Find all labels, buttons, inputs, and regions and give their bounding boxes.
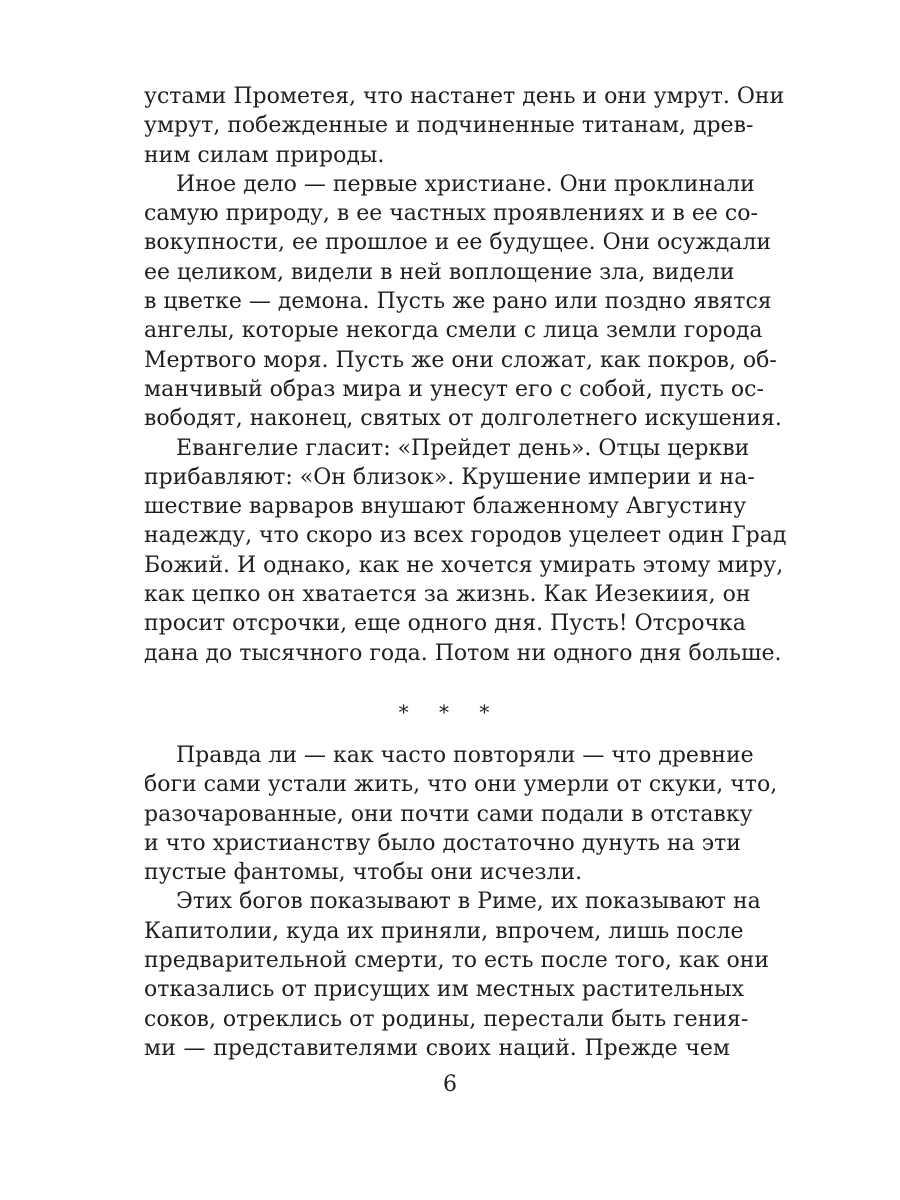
text-line: просит отсрочки, еще одного дня. Пусть! Отсрочка: [144, 611, 746, 637]
text-line: Иное дело — первые христиане. Они проклинали: [176, 171, 755, 197]
text-line: устами Прометея, что настанет день и они умрут. Они: [144, 84, 785, 109]
text-line: отказались от присущих им местных растительных: [144, 977, 744, 1003]
text-line: предварительной смерти, то есть после того, как они: [144, 948, 770, 974]
text-line: ее целиком, видели в ней воплощение зла, видели: [144, 259, 735, 285]
text-line: как цепко он хватается за жизнь. Как Иезекиия, он: [144, 582, 751, 608]
text-line: пустые фантомы, чтобы они исчезли.: [144, 860, 583, 886]
text-line: шествие варваров внушают блаженному Августину: [144, 494, 747, 520]
text-line: Капитолии, куда их приняли, впрочем, лишь после: [144, 918, 744, 944]
text-line: вокупности, ее прошлое и ее будущее. Они осуждали: [144, 230, 771, 256]
text-line: дана до тысячного года. Потом ни одного дня больше.: [144, 640, 782, 666]
text-line: манчивый образ мира и унесут его с собой, пусть ос-: [144, 376, 764, 402]
text-line: Мертвого моря. Пусть же они сложат, как покров, об-: [144, 347, 777, 373]
text-line: соков, отреклись от родины, перестали быть гения-: [144, 1006, 749, 1032]
text-line: Евангелие гласит: «Прейдет день». Отцы церкви: [176, 435, 750, 461]
text-line: ним силам природы.: [144, 142, 385, 168]
section-separator: * * *: [398, 700, 502, 724]
text-line: надежду, что скоро из всех городов уцелеет один Град: [144, 523, 787, 549]
text-line: разочарованные, они почти сами подали в отставку: [144, 801, 753, 827]
text-line: вободят, наконец, святых от долголетнего искушения.: [144, 406, 782, 432]
text-line: и что христианству было достаточно дунуть на эти: [144, 830, 741, 856]
text-line: самую природу, в ее частных проявлениях и в ее со-: [144, 201, 758, 227]
text-line: прибавляют: «Он близок». Крушение империи и на-: [144, 464, 755, 490]
text-block-bottom: [144, 741, 778, 1063]
text-line: Божий. И однако, как не хочется умирать этому миру,: [144, 552, 784, 578]
text-line: Этих богов показывают в Риме, их показывают на: [176, 889, 761, 915]
text-line: ангелы, которые некогда смели с лица земли города: [144, 318, 763, 344]
text-line: ми — представителями своих наций. Прежде чем: [144, 1035, 730, 1061]
text-line: умрут, побежденные и подчиненные титанам, древ-: [144, 113, 754, 139]
text-line: боги сами устали жить, что они умерли от скуки, что,: [144, 772, 778, 798]
page-number: 6: [443, 1072, 457, 1097]
text-line: Правда ли — как часто повторяли — что древние: [176, 743, 754, 768]
text-block-top: [144, 82, 787, 668]
text-line: в цветке — демона. Пусть же рано или поздно явятся: [144, 289, 772, 315]
